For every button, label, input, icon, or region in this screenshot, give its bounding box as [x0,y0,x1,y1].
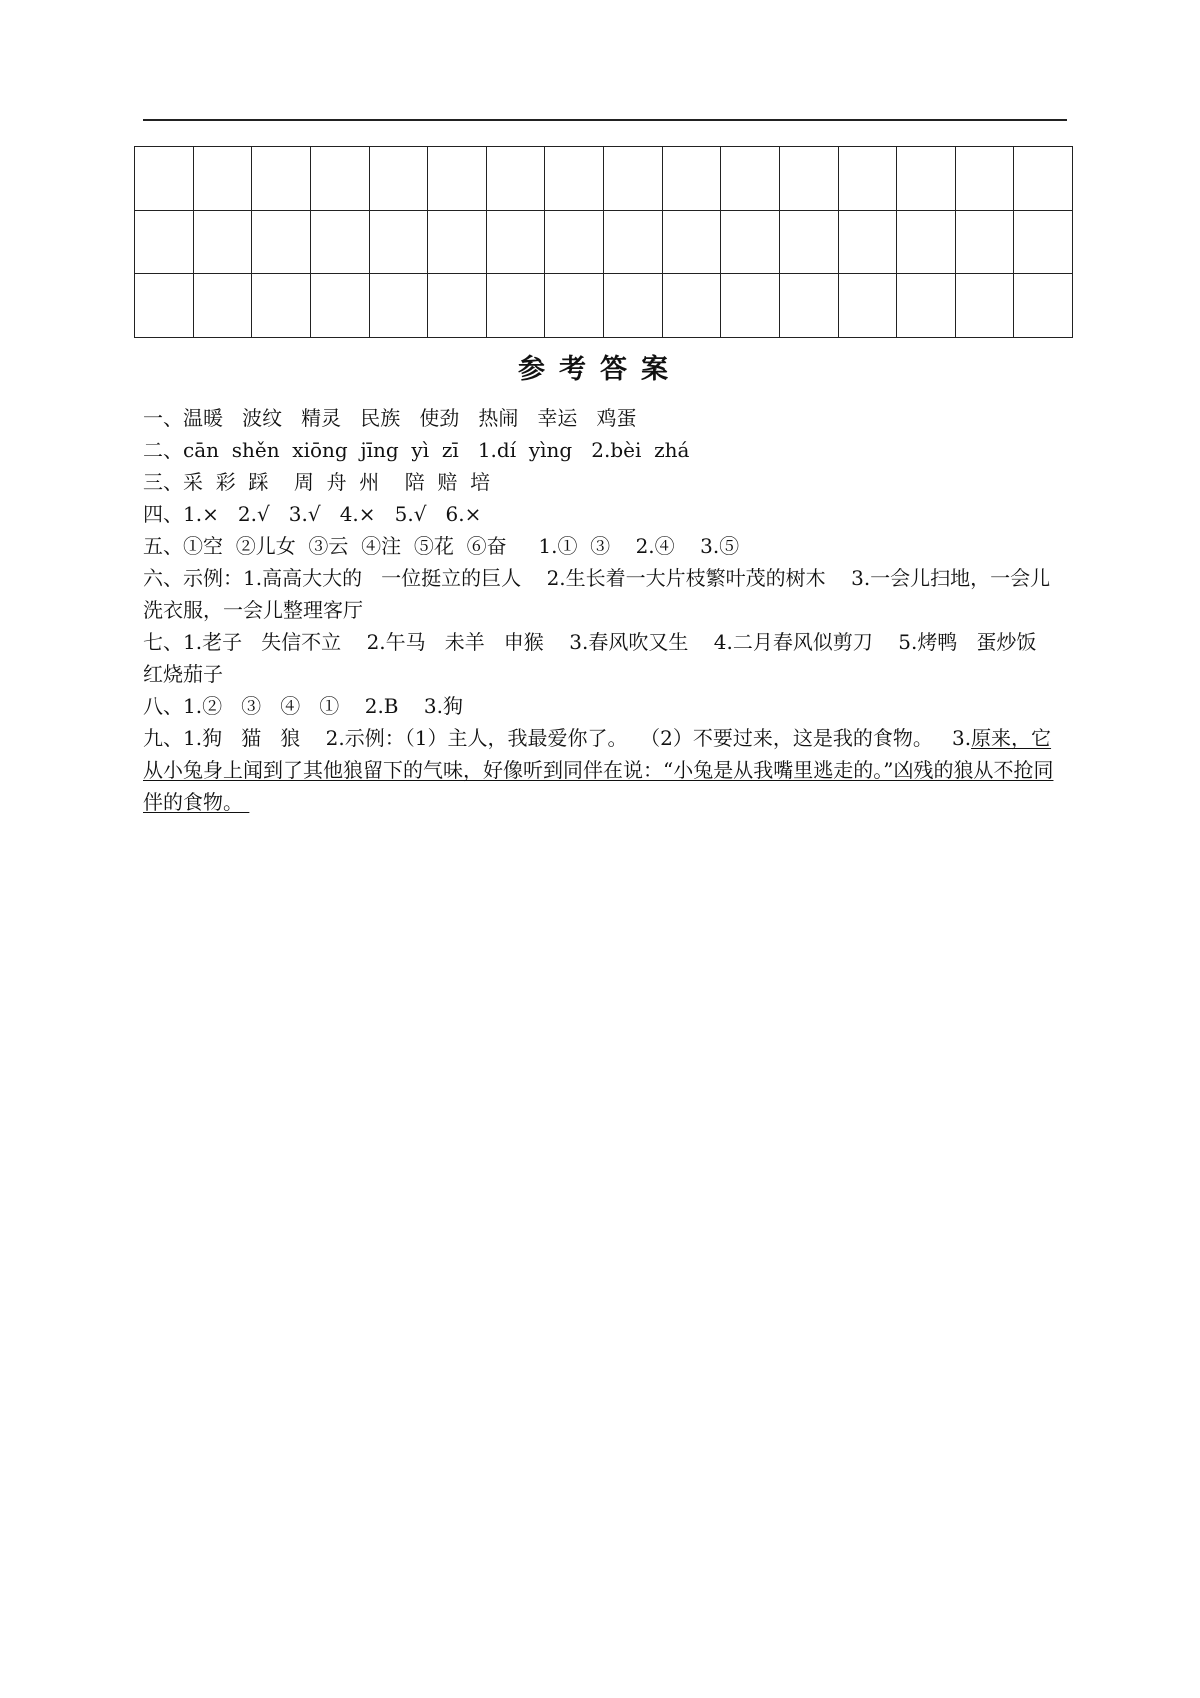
grid-cell [955,210,1014,274]
grid-row [135,147,1073,211]
grid-cell [135,274,194,338]
grid-cell [252,274,311,338]
grid-cell [193,210,252,274]
grid-cell [721,274,780,338]
answer-item-7: 七、1.老子 失信不立 2.午马 未羊 申猴 3.春风吹又生 4.二月春风似剪刀 5.烤鸭 蛋炒饭 红烧茄子 [143,630,1056,686]
grid-cell [369,274,428,338]
grid-cell [955,274,1014,338]
header-rule [143,119,1067,121]
grid-cell [897,210,956,274]
grid-cell [545,274,604,338]
grid-cell [604,274,663,338]
grid-cell [135,210,194,274]
grid-cell [193,274,252,338]
grid-cell [662,147,721,211]
grid-cell [486,210,545,274]
grid-cell [721,210,780,274]
grid-cell [310,210,369,274]
grid-cell [779,274,838,338]
grid-cell [779,210,838,274]
writing-grid [134,146,1073,338]
answer-item-1: 一、温暖 波纹 精灵 民族 使劲 热闹 幸运 鸡蛋 [143,406,637,430]
page-title: 参考答案 [518,354,682,385]
grid-cell [838,147,897,211]
writing-grid-body [135,147,1073,338]
grid-cell [252,147,311,211]
grid-cell [310,147,369,211]
answer-item-9-prefix: 九、1.狗 猫 狼 2.示例：（1）主人，我最爱你了。 （2）不要过来，这是我的食物。 3. [143,726,972,750]
grid-cell [897,147,956,211]
grid-cell [428,210,487,274]
grid-cell [1014,210,1073,274]
grid-cell [486,147,545,211]
grid-row [135,210,1073,274]
answer-item-5: 五、①空 ②儿女 ③云 ④注 ⑤花 ⑥奋 1.① ③ 2.④ 3.⑤ [143,534,740,558]
grid-cell [252,210,311,274]
grid-cell [369,147,428,211]
grid-cell [955,147,1014,211]
answer-item-9-underlined: 原来，它从小兔身上闻到了其他狼留下的气味，好像听到同伴在说：“小兔是从我嘴里逃走的。”凶残的狼从不抢同伴的食物。 [143,726,1054,814]
grid-cell [486,274,545,338]
grid-cell [721,147,780,211]
grid-cell [428,274,487,338]
answer-item-2: 二、cān shěn xiōng jīng yì zī 1.dí yìng 2.bèi zhá [143,438,690,462]
answer-item-8: 八、1.② ③ ④ ① 2.B 3.狗 [143,694,464,718]
grid-cell [838,210,897,274]
grid-cell [1014,147,1073,211]
grid-cell [838,274,897,338]
grid-row [135,274,1073,338]
grid-cell [604,210,663,274]
grid-cell [545,147,604,211]
grid-cell [428,147,487,211]
grid-cell [604,147,663,211]
grid-cell [310,274,369,338]
answer-item-6: 六、示例：1.高高大大的 一位挺立的巨人 2.生长着一大片枝繁叶茂的树木 3.一会儿扫地，一会儿洗衣服，一会儿整理客厅 [143,566,1051,622]
answer-item-9 [143,722,1065,818]
grid-cell [1014,274,1073,338]
answer-item-3: 三、采 彩 踩 周 舟 州 陪 赔 培 [143,470,491,494]
answer-list [143,402,1065,818]
grid-cell [662,274,721,338]
grid-cell [545,210,604,274]
grid-cell [193,147,252,211]
grid-cell [779,147,838,211]
grid-cell [369,210,428,274]
grid-cell [897,274,956,338]
answer-item-4: 四、1.× 2.√ 3.√ 4.× 5.√ 6.× [143,502,482,526]
grid-cell [135,147,194,211]
grid-cell [662,210,721,274]
